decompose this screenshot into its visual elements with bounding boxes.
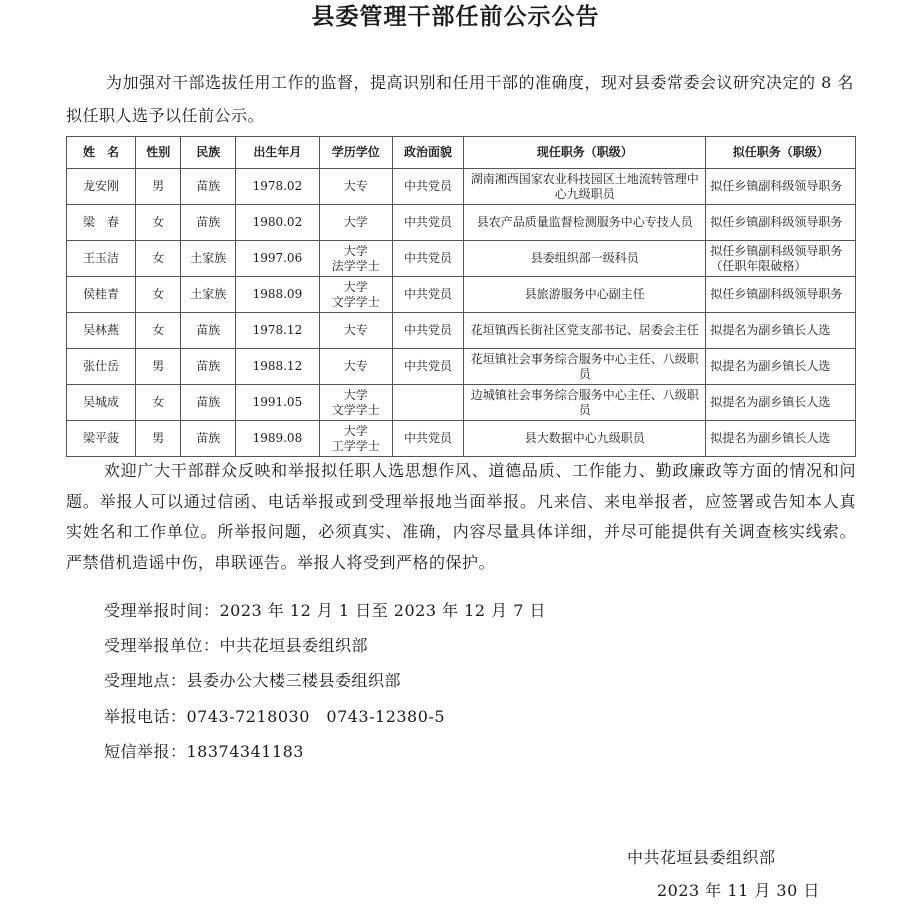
education-degree: 文学学士 xyxy=(331,294,380,309)
cell-ethnicity: 苗族 xyxy=(181,385,236,421)
cell-current-position: 县委组织部一级科员 xyxy=(464,241,706,277)
cell-party: 中共党员 xyxy=(392,421,463,457)
cell-birth: 1991.05 xyxy=(236,385,320,421)
cell-name: 吴林燕 xyxy=(67,313,136,349)
table-row xyxy=(67,205,856,241)
body-paragraph: 欢迎广大干部群众反映和举报拟任职人选思想作风、道德品质、工作能力、勤政廉政等方面的情况和问题。举报人可以通过信函、电话举报或到受理举报地当面举报。凡来信、来电举报者，应签署或告知本人真实姓名和工作单位。所举报问题，必须真实、准确，内容尽量具体详细，并尽可能提供有关调查核实线索。严禁借机造谣中伤，串联诬告。举报人将受到严格的保护。 xyxy=(66,461,856,572)
cell-proposed-position: 拟提名为副乡镇长人选 xyxy=(706,421,856,457)
cell-proposed-position: 拟任乡镇副科级领导职务 xyxy=(706,169,856,205)
cell-gender: 女 xyxy=(136,313,181,349)
cell-name: 王玉洁 xyxy=(67,241,136,277)
cell-current-position: 湖南湘西国家农业科技园区土地流转管理中心九级职员 xyxy=(464,169,706,205)
table-row xyxy=(67,385,856,421)
education-level: 大专 xyxy=(343,359,368,373)
header-proposed-position: 拟任职务（职级） xyxy=(706,137,856,169)
cell-party xyxy=(392,385,463,421)
cell-ethnicity: 土家族 xyxy=(181,241,236,277)
education-level: 大学 xyxy=(343,279,368,294)
page-title: 县委管理干部任前公示公告 xyxy=(311,4,600,30)
cell-name: 吴城成 xyxy=(67,385,136,421)
cell-ethnicity: 苗族 xyxy=(181,313,236,349)
cell-education xyxy=(319,313,392,349)
info-location: 受理地点：县委办公大楼三楼县委组织部 xyxy=(104,671,402,690)
cell-party: 中共党员 xyxy=(392,169,463,205)
signature-org: 中共花垣县委组织部 xyxy=(627,848,776,867)
cell-current-position: 县旅游服务中心副主任 xyxy=(464,277,706,313)
cell-ethnicity: 苗族 xyxy=(181,169,236,205)
cell-party: 中共党员 xyxy=(392,205,463,241)
cell-birth: 1997.06 xyxy=(236,241,320,277)
cell-name: 龙安刚 xyxy=(67,169,136,205)
education-degree: 文学学士 xyxy=(331,402,380,417)
cell-name: 梁平菠 xyxy=(67,421,136,457)
cell-party: 中共党员 xyxy=(392,277,463,313)
info-sms: 短信举报：18374341183 xyxy=(104,742,304,761)
header-party: 政治面貌 xyxy=(392,137,463,169)
cell-birth: 1978.02 xyxy=(236,169,320,205)
cell-ethnicity: 土家族 xyxy=(181,277,236,313)
signature-date: 2023 年 11 月 30 日 xyxy=(657,881,820,900)
info-time: 受理举报时间：2023 年 12 月 1 日至 2023 年 12 月 7 日 xyxy=(104,601,546,620)
cell-birth: 1988.12 xyxy=(236,349,320,385)
table-row xyxy=(67,169,856,205)
cell-proposed-position: 拟任乡镇副科级领导职务 xyxy=(706,205,856,241)
cell-proposed-position: 拟提名为副乡镇长人选 xyxy=(706,385,856,421)
cell-education xyxy=(319,241,392,277)
cell-education xyxy=(319,385,392,421)
cell-proposed-position: 拟任乡镇副科级领导职务 xyxy=(706,277,856,313)
cell-education xyxy=(319,349,392,385)
cell-proposed-position: 拟任乡镇副科级领导职务（任职年限破格） xyxy=(706,241,856,277)
cell-gender: 男 xyxy=(136,349,181,385)
cell-birth: 1978.12 xyxy=(236,313,320,349)
education-level: 大专 xyxy=(343,323,368,337)
cell-current-position: 县大数据中心九级职员 xyxy=(464,421,706,457)
table-row xyxy=(67,349,856,385)
education-degree: 工学学士 xyxy=(331,438,380,453)
cell-party: 中共党员 xyxy=(392,349,463,385)
cell-gender: 男 xyxy=(136,421,181,457)
cell-education xyxy=(319,205,392,241)
table-row xyxy=(67,277,856,313)
table-row xyxy=(67,313,856,349)
cell-party: 中共党员 xyxy=(392,313,463,349)
info-unit: 受理举报单位：中共花垣县委组织部 xyxy=(104,636,369,655)
cell-current-position: 县农产品质量监督检测服务中心专技人员 xyxy=(464,205,706,241)
cell-current-position: 花垣镇社会事务综合服务中心主任、八级职员 xyxy=(464,349,706,385)
cell-gender: 女 xyxy=(136,277,181,313)
cell-gender: 女 xyxy=(136,241,181,277)
table-header-row xyxy=(67,137,856,169)
cell-proposed-position: 拟提名为副乡镇长人选 xyxy=(706,313,856,349)
education-level: 大学 xyxy=(343,387,368,402)
cell-education xyxy=(319,169,392,205)
cell-current-position: 花垣镇西长街社区党支部书记、居委会主任 xyxy=(464,313,706,349)
cell-ethnicity: 苗族 xyxy=(181,349,236,385)
cell-current-position: 边城镇社会事务综合服务中心主任、八级职员 xyxy=(464,385,706,421)
header-gender: 性别 xyxy=(136,137,181,169)
education-level: 大学 xyxy=(343,243,368,258)
education-degree: 法学学士 xyxy=(331,258,380,273)
cell-education xyxy=(319,421,392,457)
cell-proposed-position: 拟提名为副乡镇长人选 xyxy=(706,349,856,385)
cell-gender: 女 xyxy=(136,205,181,241)
cell-ethnicity: 苗族 xyxy=(181,205,236,241)
cell-party: 中共党员 xyxy=(392,241,463,277)
education-level: 大学 xyxy=(343,215,368,229)
cell-education xyxy=(319,277,392,313)
header-ethnicity: 民族 xyxy=(181,137,236,169)
table-row xyxy=(67,421,856,457)
cell-birth: 1980.02 xyxy=(236,205,320,241)
cell-name: 侯桂青 xyxy=(67,277,136,313)
cell-gender: 女 xyxy=(136,385,181,421)
cell-birth: 1988.09 xyxy=(236,277,320,313)
education-level: 大学 xyxy=(343,423,368,438)
cell-birth: 1989.08 xyxy=(236,421,320,457)
education-level: 大专 xyxy=(343,179,368,193)
info-phone: 举报电话：0743-7218030 0743-12380-5 xyxy=(104,707,445,726)
cell-name: 张仕岳 xyxy=(67,349,136,385)
candidate-table xyxy=(66,136,856,457)
cell-ethnicity: 苗族 xyxy=(181,421,236,457)
cell-gender: 男 xyxy=(136,169,181,205)
cell-name: 梁 春 xyxy=(67,205,136,241)
header-education: 学历学位 xyxy=(319,137,392,169)
intro-paragraph: 为加强对干部选拔任用工作的监督，提高识别和任用干部的准确度，现对县委常委会议研究决定的 8 名拟任职人选予以任前公示。 xyxy=(66,73,854,125)
table-row xyxy=(67,241,856,277)
header-birth: 出生年月 xyxy=(236,137,320,169)
header-current-position: 现任职务（职级） xyxy=(464,137,706,169)
header-name: 姓 名 xyxy=(67,137,136,169)
